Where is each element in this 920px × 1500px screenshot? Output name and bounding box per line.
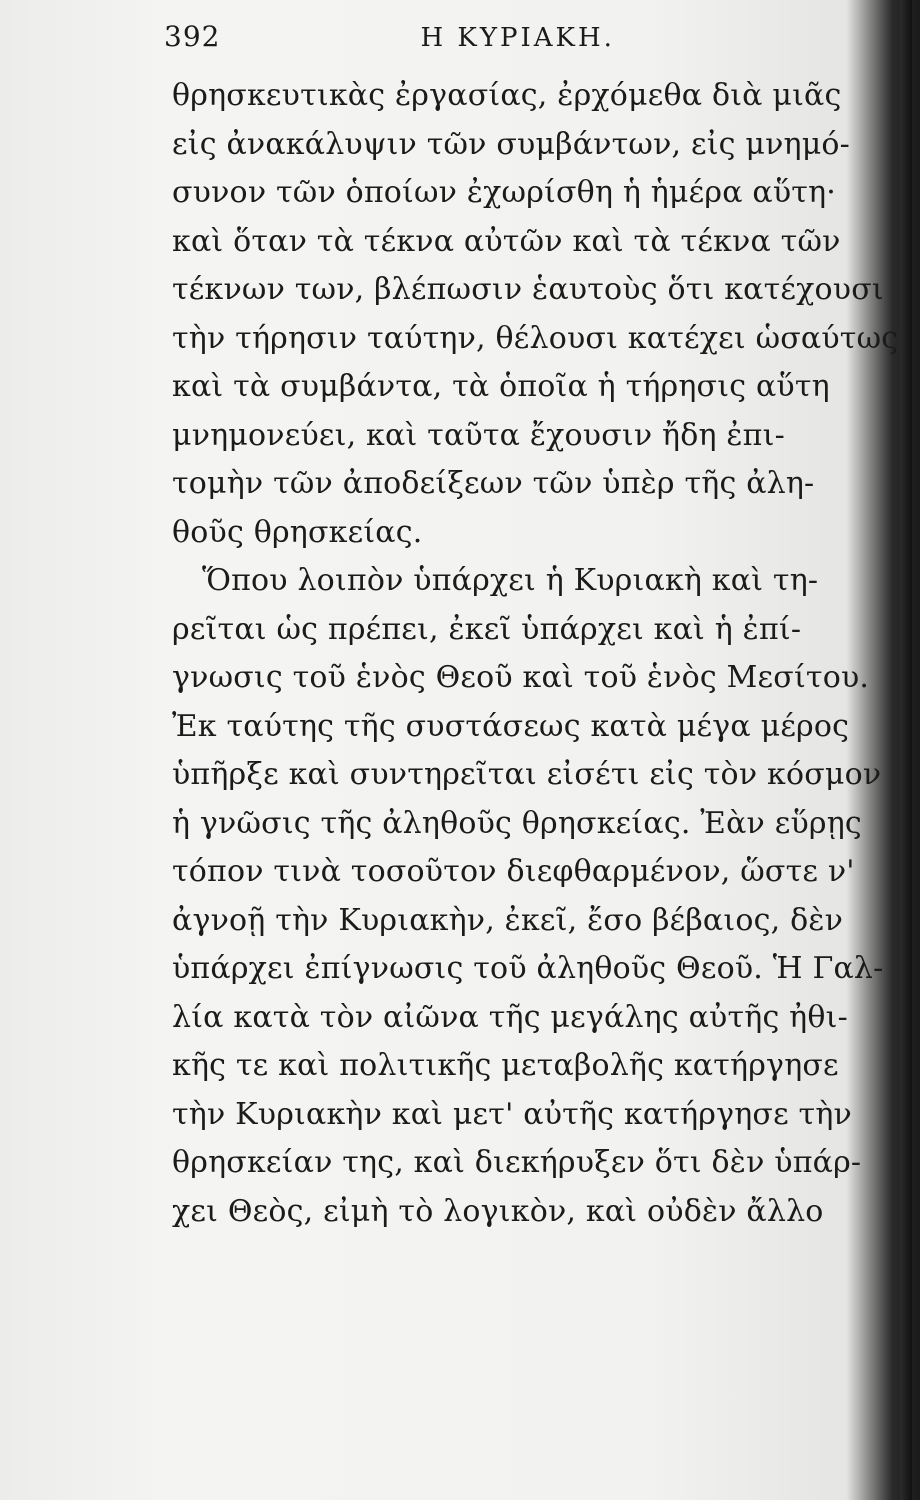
text-line: τὴν τήρησιν ταύτην, θέλουσι κατέχει ὡσαύτως [172, 320, 899, 356]
text-line: τομὴν τῶν ἀποδείξεων τῶν ὑπὲρ τῆς ἀλη- [172, 466, 815, 501]
text-line: συνον τῶν ὁποίων ἐχωρίσθη ἡ ἡμέρα αὕτη· [172, 175, 837, 210]
text-line: εἰς ἀνακάλυψιν τῶν συμβάντων, εἰς μνημό- [172, 126, 851, 162]
text-line: τόπον τινὰ τοσοῦτον διεφθαρμένον, ὥστε ν' [172, 854, 855, 889]
text-line: κῆς τε καὶ πολιτικῆς μεταβολῆς κατήργησε [172, 1048, 839, 1083]
text-line: ὑπῆρξε καὶ συντηρεῖται εἰσέτι εἰς τὸν κόσμον [172, 757, 882, 792]
text-line: ἀγνοῇ τὴν Κυριακὴν, ἐκεῖ, ἔσο βέβαιος, δὲν [172, 902, 844, 938]
text-line: ὑπάρχει ἐπίγνωσις τοῦ ἀληθοῦς Θεοῦ. Ἡ Γαλ- [172, 951, 884, 986]
text-line: θοῦς θρησκείας. [172, 514, 423, 550]
page-spine-shadow [900, 0, 912, 1500]
text-line: γνωσις τοῦ ἑνὸς Θεοῦ καὶ τοῦ ἑνὸς Μεσίτου. [172, 660, 870, 695]
text-line: τὴν Κυριακὴν καὶ μετ' αὐτῆς κατήργησε τὴν [172, 1096, 852, 1132]
page-header [164, 20, 814, 62]
text-line: θρησκευτικὰς ἐργασίας, ἐρχόμεθα διὰ μιᾶς [172, 78, 842, 113]
text-line: ρεῖται ὡς πρέπει, ἐκεῖ ὑπάρχει καὶ ἡ ἐπί- [172, 611, 802, 647]
text-line: τέκνων των, βλέπωσιν ἑαυτοὺς ὅτι κατέχουσι [172, 272, 884, 307]
text-line: λία κατὰ τὸν αἰῶνα τῆς μεγάλης αὐτῆς ἠθι- [172, 999, 848, 1035]
text-line: Ἐκ ταύτης τῆς συστάσεως κατὰ μέγα μέρος [172, 708, 850, 744]
text-line: μνημονεύει, καὶ ταῦτα ἔχουσιν ἤδη ἐπι- [172, 417, 785, 453]
text-line: Ὅπου λοιπὸν ὑπάρχει ἡ Κυριακὴ καὶ τη- [202, 563, 819, 598]
running-head: Η ΚΥΡΙΑΚΗ. [420, 23, 615, 53]
text-line: θρησκείαν της, καὶ διεκήρυξεν ὅτι δὲν ὑπάρ- [172, 1145, 862, 1180]
text-line: καὶ τὰ συμβάντα, τὰ ὁποῖα ἡ τήρησις αὕτη [172, 369, 830, 404]
text-line: καὶ ὅταν τὰ τέκνα αὐτῶν καὶ τὰ τέκνα τῶν [172, 223, 841, 259]
page-number: 392 [164, 20, 221, 53]
text-line: χει Θεὸς, εἰμὴ τὸ λογικὸν, καὶ οὐδὲν ἄλλο [172, 1193, 824, 1229]
body-text [172, 72, 899, 1236]
text-line: ἡ γνῶσις τῆς ἀληθοῦς θρησκείας. Ἐὰν εὕρῃς [172, 805, 862, 841]
